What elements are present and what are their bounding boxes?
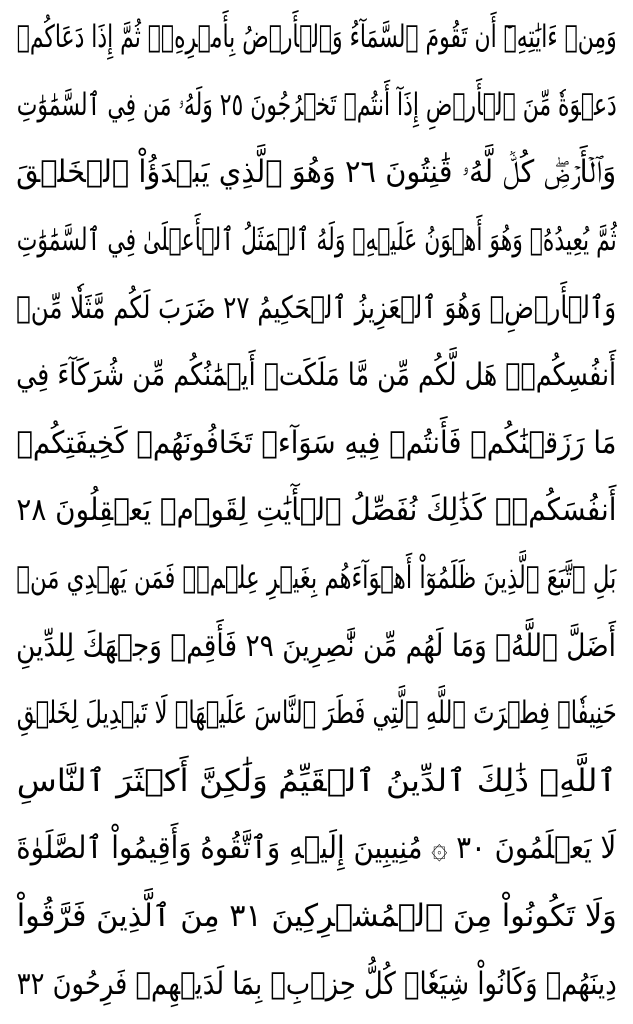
line-15-text: دِينَهُمۡ وَكَانُواْ شِيَعٗاۖ كُلُّ حِزۡبِۭ بِمَا لَدَيۡهِمۡ فَرِحُونَ ٣٢ [16,965,617,1002]
line-10-text: أَضَلَّ ٱللَّهُۖ وَمَا لَهُم مِّن نَّٰصِرِينَ ٢٩ فَأَقِمۡ وَجۡهَكَ لِلدِّينِ [16,627,617,664]
line-6-text: أَنفُسِكُمۡۖ هَل لَّكُم مِّن مَّا مَلَكَتۡ أَيۡمَٰنُكُم مِّن شُرَكَآءَ فِي [16,357,617,394]
text-line-13 [14,815,619,883]
line-8-text: أَنفُسَكُمۡۚ كَذَٰلِكَ نُفَصِّلُ ٱلۡأٓيَٰتِ لِقَوۡمٖ يَعۡقِلُونَ ٢٨ [16,492,617,529]
line-14-text: وَلَا تَكُونُواْ مِنَ ٱلۡمُشۡرِكِينَ ٣١ مِنَ ٱلَّذِينَ فَرَّقُواْ [16,898,617,935]
line-4-text: ثُمَّ يُعِيدُهُۥ وَهُوَ أَهۡوَنُ عَلَيۡهِۚ وَلَهُ ٱلۡمَثَلُ ٱلۡأَعۡلَىٰ فِي ٱلسَّمَٰوَٰتِ [16,222,617,259]
text-line-7 [14,410,619,478]
text-line-15 [14,950,619,1018]
text-line-6 [14,342,619,410]
text-line-5 [14,274,619,342]
text-line-4 [14,207,619,275]
line-5-text: وَٱلۡأَرۡضِۚ وَهُوَ ٱلۡعَزِيزُ ٱلۡحَكِيمُ ٢٧ ضَرَبَ لَكُم مَّثَلٗا مِّنۡ [16,289,617,326]
line-11-text: حَنِيفٗاۚ فِطۡرَتَ ٱللَّهِ ٱلَّتِي فَطَرَ ٱلنَّاسَ عَلَيۡهَاۚ لَا تَبۡدِيلَ لِخَلۡقِ [16,695,617,732]
text-line-12 [14,748,619,816]
text-line-3 [14,139,619,207]
line-7-text: مَا رَزَقۡنَٰكُمۡ فَأَنتُمۡ فِيهِ سَوَآءٞ تَخَافُونَهُمۡ كَخِيفَتِكُمۡ [16,424,617,461]
line-3-text: وَٱلۡأَرۡضِۖ كُلّٞ لَّهُۥ قَٰنِتُونَ ٢٦ وَهُوَ ٱلَّذِي يَبۡدَؤُاْ ٱلۡخَلۡقَ [16,154,617,191]
line-13-text: لَا يَعۡلَمُونَ ٣٠ ۞ مُنِيبِينَ إِلَيۡهِ وَٱتَّقُوهُ وَأَقِيمُواْ ٱلصَّلَوٰةَ [16,830,617,867]
line-2-text: دَعۡوَةٗ مِّنَ ٱلۡأَرۡضِ إِذَآ أَنتُمۡ تَخۡرُجُونَ ٢٥ وَلَهُۥ مَن فِي ٱلسَّمَٰوَٰتِ [16,86,617,123]
line-9-text: بَلِ ٱتَّبَعَ ٱلَّذِينَ ظَلَمُوٓاْ أَهۡوَآءَهُم بِغَيۡرِ عِلۡمٖۖ فَمَن يَهۡدِي مَنۡ [16,560,617,597]
text-line-1 [14,4,619,72]
line-1-text: وَمِنۡ ءَايَٰتِهِۦٓ أَن تَقُومَ ٱلسَّمَآءُ وَٱلۡأَرۡضُ بِأَمۡرِهِۦۚ ثُمَّ إِذَا دَعَاكُمۡ [16,19,617,56]
text-line-11 [14,680,619,748]
text-line-14 [14,883,619,951]
text-line-8 [14,477,619,545]
text-line-9 [14,545,619,613]
text-line-10 [14,612,619,680]
text-line-2 [14,72,619,140]
line-12-text: ٱللَّهِۚ ذَٰلِكَ ٱلدِّينُ ٱلۡقَيِّمُ وَلَٰكِنَّ أَكۡثَرَ ٱلنَّاسِ [16,762,617,799]
